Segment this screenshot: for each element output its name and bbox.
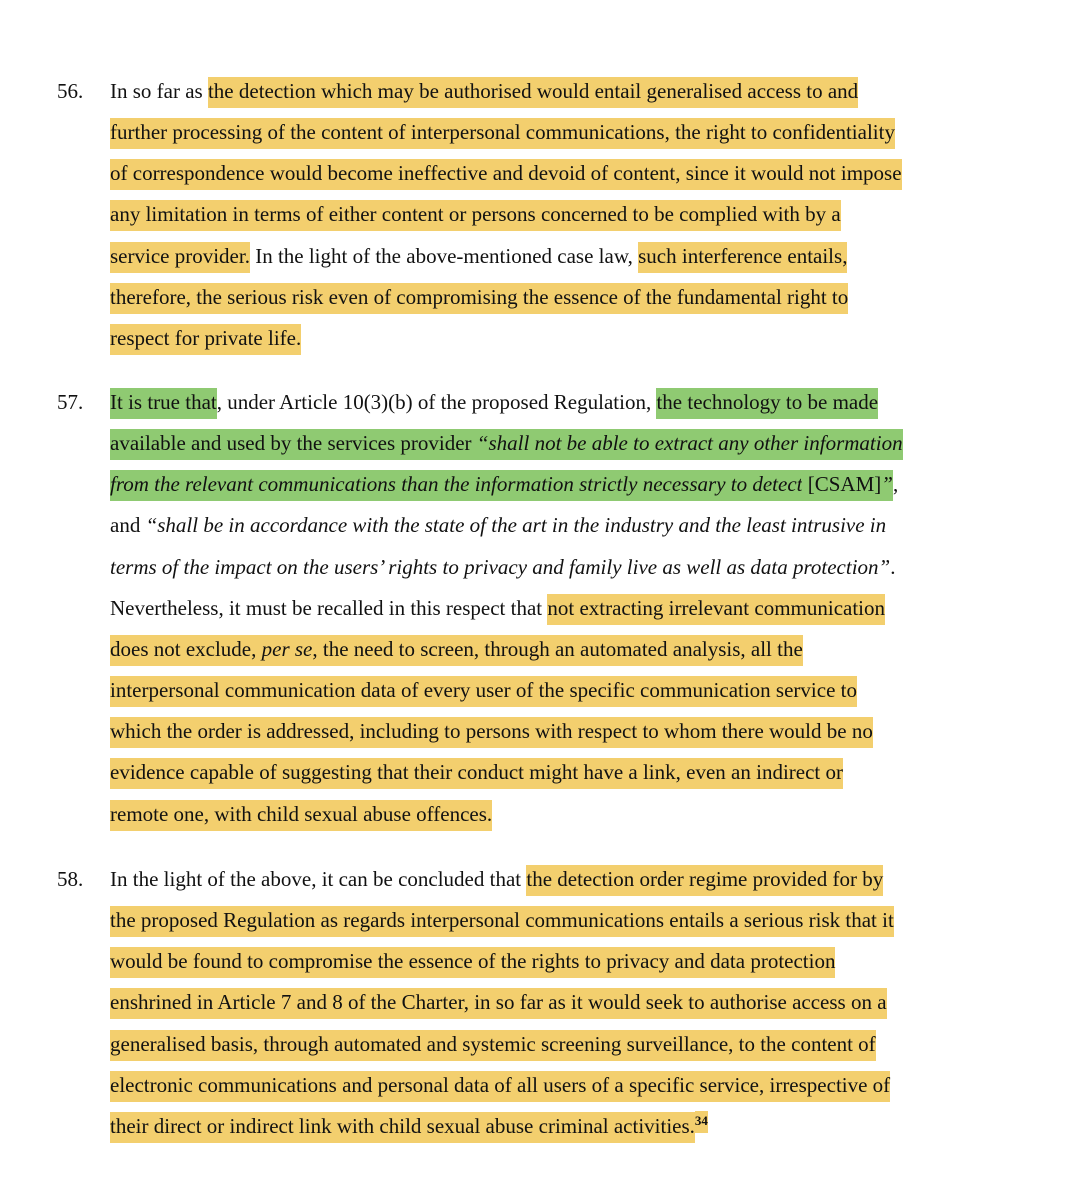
text-line	[110, 711, 873, 752]
highlighted-text: respect for private life.	[110, 324, 301, 355]
highlighted-text: not extracting irrelevant communication	[547, 594, 885, 625]
text-span: In the light of the above-mentioned case law,	[249, 243, 639, 268]
highlighted-text: the detection which may be authorised would entail generalised access to and	[208, 77, 858, 108]
highlighted-text: enshrined in Article 7 and 8 of the Charter, in so far as it would seek to authorise access on a	[110, 988, 887, 1019]
text-line	[110, 1106, 708, 1147]
highlighted-text: electronic communications and personal data of all users of a specific service, irrespective of	[110, 1071, 890, 1102]
text-span: and	[110, 513, 146, 538]
highlighted-text: interpersonal communication data of every user of the specific communication service to	[110, 676, 857, 707]
highlighted-text: per se	[262, 635, 313, 666]
highlighted-text: available and used by the services provider	[110, 429, 477, 460]
highlighted-text: of correspondence would become ineffective and devoid of content, since it would not impose	[110, 159, 902, 190]
text-line	[110, 859, 883, 900]
highlighted-text: ”	[881, 470, 893, 501]
text-line	[110, 629, 803, 670]
text-line	[110, 900, 894, 941]
highlighted-text: evidence capable of suggesting that their conduct might have a link, even an indirect or	[110, 758, 843, 789]
text-line	[110, 153, 902, 194]
highlighted-text: [CSAM]	[802, 470, 881, 501]
text-line	[110, 752, 843, 793]
paragraph-number: 56.	[57, 79, 84, 103]
highlighted-text: would be found to compromise the essence of the rights to privacy and data protection	[110, 947, 835, 978]
paragraph-number: 57.	[57, 390, 84, 414]
highlighted-text: the technology to be made	[656, 388, 878, 419]
text-line	[110, 670, 857, 711]
highlighted-text: , the need to screen, through an automated analysis, all the	[312, 635, 802, 666]
highlighted-text: from the relevant communications than the information strictly necessary to detect	[110, 470, 802, 501]
text-span: “shall be in accordance with the state of the art in the industry and the least intrusive in	[145, 513, 887, 538]
highlighted-text: any limitation in terms of either content or persons concerned to be complied with by a	[110, 200, 841, 231]
highlighted-text: “shall not be able to extract any other information	[477, 429, 903, 460]
text-line	[110, 588, 885, 629]
text-span: , under Article 10(3)(b) of the proposed Regulation,	[216, 390, 657, 414]
text-line	[110, 941, 835, 982]
text-line	[110, 1024, 876, 1065]
text-span: .	[890, 554, 896, 579]
text-line	[110, 982, 887, 1023]
highlighted-text: therefore, the serious risk even of compromising the essence of the fundamental right to	[110, 283, 848, 314]
highlighted-text: the detection order regime provided for by	[526, 865, 883, 896]
text-span: In so far as	[110, 79, 208, 103]
highlighted-text: their direct or indirect link with child sexual abuse criminal activities.	[110, 1112, 695, 1143]
footnote-ref: 34	[695, 1111, 708, 1133]
highlighted-text: It is true that	[110, 388, 217, 419]
text-span: In the light of the above, it can be concluded that	[110, 867, 527, 891]
text-line	[110, 382, 878, 423]
text-line	[110, 277, 848, 318]
highlighted-text: such interference entails,	[638, 242, 847, 273]
text-line	[110, 547, 895, 588]
highlighted-text: further processing of the content of interpersonal communications, the right to confidentiality	[110, 118, 895, 149]
text-line	[110, 505, 886, 546]
text-line	[110, 194, 841, 235]
text-line	[110, 318, 301, 359]
highlighted-text: the proposed Regulation as regards interpersonal communications entails a serious risk that it	[110, 906, 894, 937]
text-line	[110, 1065, 890, 1106]
highlighted-text: generalised basis, through automated and systemic screening surveillance, to the content of	[110, 1030, 876, 1061]
text-line	[110, 423, 903, 464]
text-span: terms of the impact on the users’ rights to privacy and family live as well as data protection”	[110, 554, 891, 579]
highlighted-text: service provider.	[110, 242, 250, 273]
highlighted-text: which the order is addressed, including to persons with respect to whom there would be no	[110, 717, 873, 748]
text-line	[110, 71, 858, 112]
text-line	[110, 236, 847, 277]
text-line	[110, 112, 895, 153]
text-span: ,	[892, 472, 899, 497]
highlighted-text: does not exclude,	[110, 635, 262, 666]
text-line	[110, 794, 492, 835]
text-span: Nevertheless, it must be recalled in this respect that	[110, 595, 548, 620]
text-line	[110, 464, 898, 505]
paragraph-number: 58.	[57, 867, 84, 891]
highlighted-text: remote one, with child sexual abuse offences.	[110, 800, 492, 831]
